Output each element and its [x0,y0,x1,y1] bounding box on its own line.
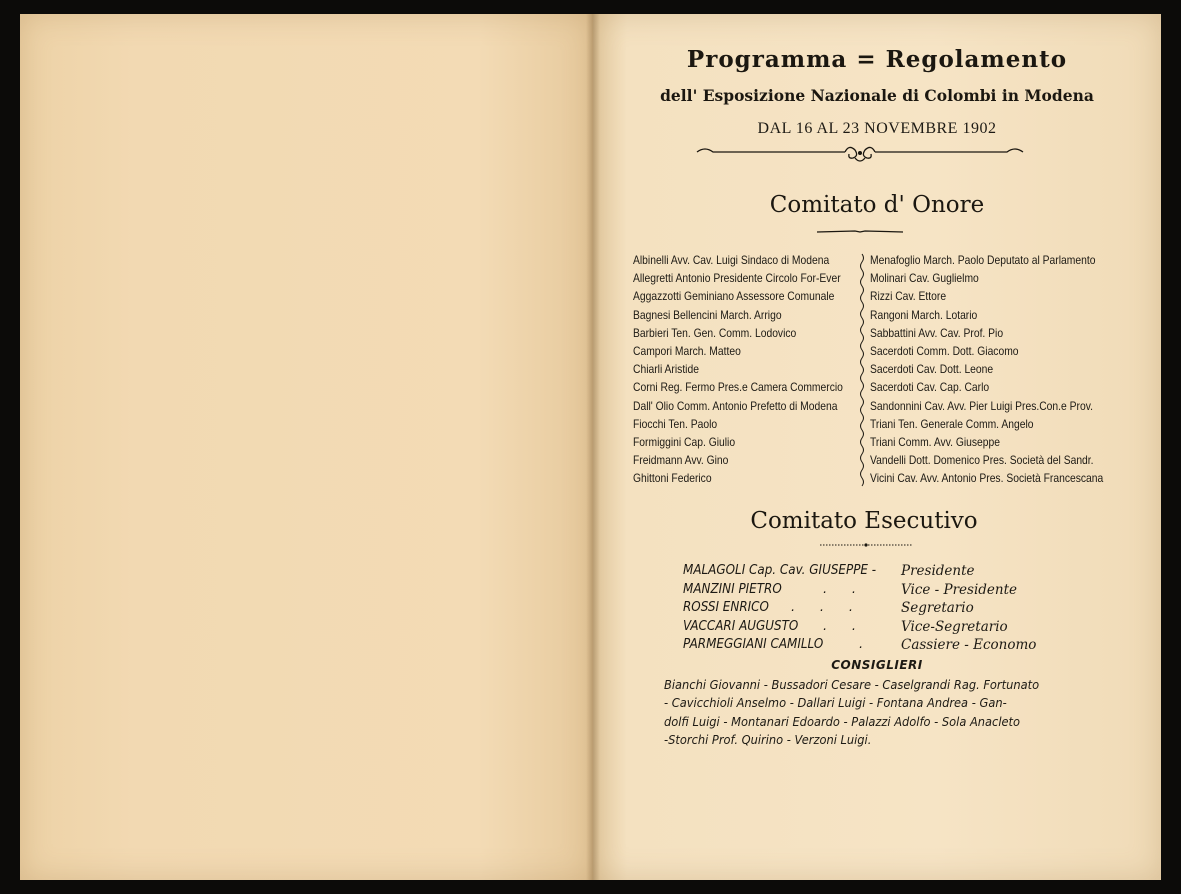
honor-committee-heading: Comitato d' Onore [769,192,985,218]
member-name: MANZINI PIETRO [683,581,782,597]
list-item: Menafoglio March. Paolo Deputato al Parlamento [870,253,1096,267]
leader-dots: . [859,637,864,652]
member-role: Cassiere - Economo [901,637,1037,653]
list-item: Dall' Olio Comm. Antonio Prefetto di Modena [633,398,838,413]
leader-dots: . . . [791,600,853,615]
member-role: Segretario [901,600,974,616]
list-item: Rangoni March. Lotario [870,307,978,322]
member-role: Vice - Presidente [901,581,1018,598]
honor-committee-left-column [633,251,843,487]
list-item: Bagnesi Bellencini March. Arrigo [633,307,782,322]
list-item: Sacerdoti Cav. Cap. Carlo [870,380,990,395]
list-item: Vicini Cav. Avv. Antonio Pres. Società Francescana [870,471,1104,486]
councillors-heading: CONSIGLIERI [831,658,923,672]
member-role: Vice-Segretario [901,618,1008,635]
list-item: Fiocchi Ten. Paolo [633,416,718,431]
list-item: Formiggini Cap. Giulio [633,434,736,449]
list-item: -Storchi Prof. Quirino - Verzoni Luigi. [664,732,872,747]
list-item: Freidmann Avv. Gino [633,453,729,468]
list-item: Barbieri Ten. Gen. Comm. Lodovico [633,325,797,340]
table-row [683,618,1063,637]
list-item: Vandelli Dott. Domenico Pres. Società del Sandr. [870,453,1094,468]
list-item: Chiarli Aristide [633,362,699,377]
list-item: Triani Comm. Avv. Giuseppe [870,434,1001,449]
leader-dots: . . [823,581,857,597]
list-item: Aggazzotti Geminiano Assessore Comunale [633,289,835,304]
list-item: Triani Ten. Generale Comm. Angelo [870,416,1034,431]
document-subtitle: dell' Esposizione Nazionale di Colombi in Modena [660,86,1094,105]
list-item: Bianchi Giovanni - Bussadori Cesare - Caselgrandi Rag. Fortunato [664,678,1040,692]
table-row [683,562,1063,581]
heading-underline [818,541,914,549]
list-item: Albinelli Avv. Cav. Luigi Sindaco di Modena [633,253,830,267]
member-name: MALAGOLI Cap. Cav. GIUSEPPE - [683,563,877,578]
member-role: Presidente [901,563,975,579]
heading-underline [815,228,905,236]
list-item: Molinari Cav. Guglielmo [870,271,979,286]
left-blank-page [20,14,593,880]
list-item: Campori March. Matteo [633,343,741,358]
list-item: Sabbattini Avv. Cav. Prof. Pio [870,325,1004,340]
member-name: VACCARI AUGUSTO [683,618,799,634]
ornament-divider-icon [695,142,1025,166]
document-title: Programma = Regolamento [686,46,1068,73]
table-row [683,636,1063,655]
list-item: dolfi Luigi - Montanari Edoardo - Palazzi Adolfo - Sola Anacleto [664,714,1021,729]
list-item: Ghittoni Federico [633,471,712,486]
table-row [683,599,1063,618]
honor-committee-right-column [870,251,1103,487]
column-divider [858,252,866,490]
list-item: Sandonnini Cav. Avv. Pier Luigi Pres.Con.e Prov. [870,398,1093,413]
member-name: ROSSI ENRICO [683,600,769,615]
list-item: Sacerdoti Comm. Dott. Giacomo [870,343,1019,358]
executive-committee-heading: Comitato Esecutivo [750,508,978,534]
councillors-list [664,676,1084,749]
executive-members [683,562,1063,655]
leader-dots: . . [823,618,857,634]
list-item: Allegretti Antonio Presidente Circolo For-Ever [633,271,841,286]
list-item: Sacerdoti Cav. Dott. Leone [870,362,994,377]
exhibition-dates: DAL 16 AL 23 NOVEMBRE 1902 [757,120,997,137]
list-item: Corni Reg. Fermo Pres.e Camera Commercio [633,380,843,395]
book-gutter [586,14,600,880]
table-row [683,581,1063,600]
member-name: PARMEGGIANI CAMILLO [683,637,824,652]
list-item: - Cavicchioli Anselmo - Dallari Luigi - Fontana Andrea - Gan- [664,696,1007,711]
list-item: Rizzi Cav. Ettore [870,289,947,304]
